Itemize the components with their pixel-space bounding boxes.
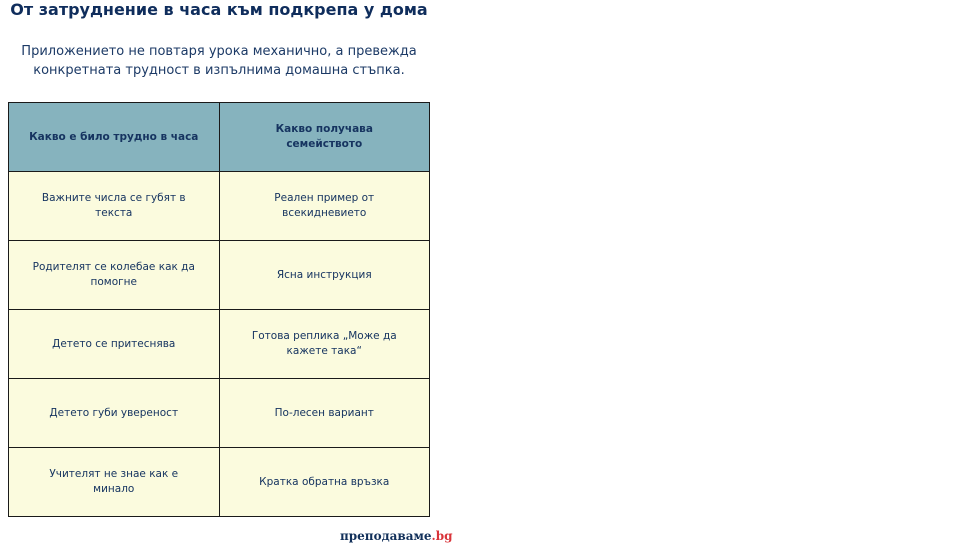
table-cell: Детето губи увереност bbox=[9, 379, 220, 448]
brand-name: преподаваме bbox=[340, 529, 432, 543]
page-subtitle bbox=[0, 42, 438, 80]
subtitle-line-2: конкретната трудност в изпълнима домашна стъпка. bbox=[33, 63, 405, 78]
table-cell: Кратка обратна връзка bbox=[219, 448, 430, 517]
table-header-row bbox=[9, 103, 430, 172]
table-cell: Реален пример от всекидневието bbox=[219, 172, 430, 241]
column-header-difficulty: Какво е било трудно в часа bbox=[9, 103, 220, 172]
table-row bbox=[9, 379, 430, 448]
table-cell: Детето се притеснява bbox=[9, 310, 220, 379]
brand-tld: .bg bbox=[431, 529, 453, 543]
table-cell: Важните числа се губят в текста bbox=[9, 172, 220, 241]
table-row bbox=[9, 310, 430, 379]
table-row bbox=[9, 241, 430, 310]
table-cell: Родителят се колебае как да помогне bbox=[9, 241, 220, 310]
table-cell: Готова реплика „Може да кажете така“ bbox=[219, 310, 430, 379]
page-title: От затруднение в часа към подкрепа у дома bbox=[10, 0, 428, 19]
table-cell: Ясна инструкция bbox=[219, 241, 430, 310]
table-cell: По-лесен вариант bbox=[219, 379, 430, 448]
subtitle-line-1: Приложението не повтаря урока механично, а превежда bbox=[21, 44, 417, 59]
brand-logo bbox=[340, 529, 453, 543]
table-cell: Учителят не знае как е минало bbox=[9, 448, 220, 517]
comparison-table bbox=[8, 102, 430, 517]
table-row bbox=[9, 172, 430, 241]
table-row bbox=[9, 448, 430, 517]
column-header-family-gets: Какво получава семейството bbox=[219, 103, 430, 172]
